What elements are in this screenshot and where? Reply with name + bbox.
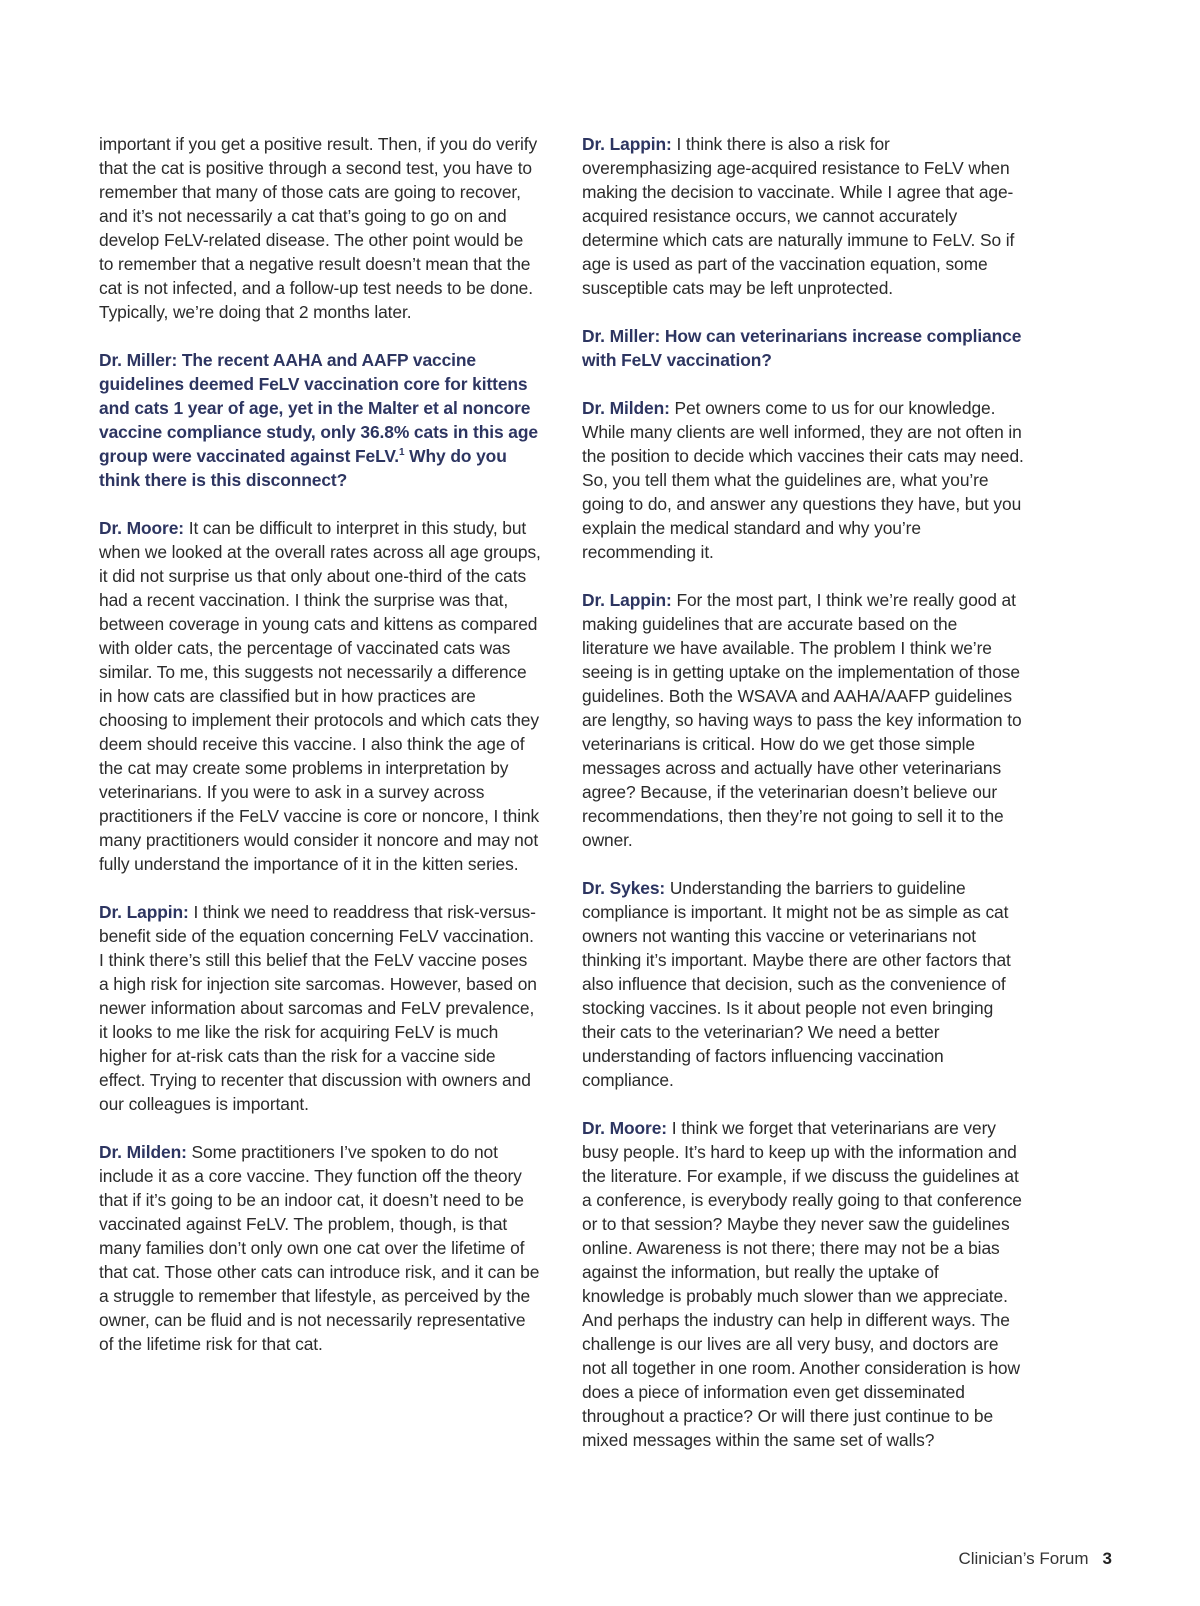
left-column [99, 132, 541, 1380]
paragraph-text: important if you get a positive result. Then, if you do verify that the cat is positive through a second test, you have to remember that many of those cats are going to recover, and it’s not necessarily a cat that’s going to go on and develop FeLV-related disease. The other point would be to remember that a negative result doesn’t mean that the cat is not infected, and a follow-up test needs to be done. Typically, we’re doing that 2 months later. [99, 134, 538, 322]
answer-moore [99, 516, 541, 876]
speaker-name: Dr. Milden: [99, 1142, 187, 1162]
answer-lappin-age-resistance [582, 132, 1024, 300]
footnote-reference: 1 [398, 447, 405, 459]
answer-text: Understanding the barriers to guideline compliance is important. It might not be as simple as cat owners not wanting this vaccine or veterinarians not thinking it’s important. Maybe there are other factors that also influence that decision, such as the convenience of stocking vaccines. Is it about people not even bringing their cats to the veterinarian? We need a better understanding of factors influencing vaccination compliance. [582, 878, 1011, 1090]
answer-text: I think we need to readdress that risk-versus-benefit side of the equation concerning FeLV vaccination. I think there’s still this belief that the FeLV vaccine poses a high risk for injection site sarcomas. However, based on newer information about sarcomas and FeLV prevalence, it looks to me like the risk for acquiring FeLV is much higher for at-risk cats than the risk for a vaccine side effect. Trying to recenter that discussion with owners and our colleagues is important. [99, 902, 537, 1114]
question-text-end: Why do you think there is this disconnect? [99, 446, 507, 490]
page-footer [958, 1549, 1112, 1569]
answer-milden [99, 1140, 541, 1356]
right-column [582, 132, 1024, 1476]
speaker-name: Dr. Sykes: [582, 878, 666, 898]
question-text: Dr. Miller: The recent AAHA and AAFP vaccine guidelines deemed FeLV vaccination core for kittens and cats 1 year of age, yet in the Malter et al noncore vaccine compliance study, only 36.8% cats in this age group were vaccinated against FeLV. [99, 350, 538, 466]
answer-text: Some practitioners I’ve spoken to do not include it as a core vaccine. They function off the theory that if it’s going to be an indoor cat, it doesn’t need to be vaccinated against FeLV. The problem, though, is that many families don’t only own one cat over the lifetime of that cat. Those other cats can introduce risk, and it can be a struggle to remember that lifestyle, as perceived by the owner, can be fluid and is not necessarily representative of the lifetime risk for that cat. [99, 1142, 540, 1354]
answer-lappin [99, 900, 541, 1116]
answer-lappin-guidelines [582, 588, 1024, 852]
answer-text: I think we forget that veterinarians are very busy people. It’s hard to keep up with the information and the literature. For example, if we discuss the guidelines at a conference, is everybody really going to that conference or to that session? Maybe they never saw the guidelines online. Awareness is not there; there may not be a bias against the information, but really the uptake of knowledge is probably much slower than we appreciate. And perhaps the industry can help in different ways. The challenge is our lives are all very busy, and doctors are not all together in one room. Another consideration is how does a piece of information even get disseminated throughout a practice? Or will there just continue to be mixed messages within the same set of walls? [582, 1118, 1022, 1450]
page-number: 3 [1102, 1549, 1112, 1568]
answer-text: It can be difficult to interpret in this study, but when we looked at the overall rates across all age groups, it did not surprise us that only about one-third of the cats had a recent vaccination. I think the surprise was that, between coverage in young cats and kittens as compared with older cats, the percentage of vaccinated cats was similar. To me, this suggests not necessarily a difference in how cats are classified but in how practices are choosing to implement their protocols and which cats they deem should receive this vaccine. I also think the age of the cat may create some problems in interpretation by veterinarians. If you were to ask in a survey across practitioners if the FeLV vaccine is core or noncore, I think many practitioners would consider it noncore and may not fully understand the importance of it in the kitten series. [99, 518, 541, 874]
question-text: Dr. Miller: How can veterinarians increase compliance with FeLV vaccination? [582, 326, 1022, 370]
answer-milden-knowledge [582, 396, 1024, 564]
paragraph-intro-continuation [99, 132, 541, 324]
answer-moore-busy [582, 1116, 1024, 1452]
answer-text: Pet owners come to us for our knowledge. While many clients are well informed, they are not often in the position to decide which vaccines their cats may need. So, you tell them what the guidelines are, what you’re going to do, and answer any questions they have, but you explain the medical standard and why you’re recommending it. [582, 398, 1024, 562]
question-miller-disconnect [99, 348, 541, 492]
publication-name: Clinician’s Forum [958, 1549, 1089, 1568]
speaker-name: Dr. Lappin: [582, 590, 672, 610]
speaker-name: Dr. Moore: [99, 518, 184, 538]
speaker-name: Dr. Moore: [582, 1118, 667, 1138]
answer-sykes [582, 876, 1024, 1092]
speaker-name: Dr. Lappin: [99, 902, 189, 922]
answer-text: I think there is also a risk for overemphasizing age-acquired resistance to FeLV when making the decision to vaccinate. While I agree that age-acquired resistance occurs, we cannot accurately determine which cats are naturally immune to FeLV. So if age is used as part of the vaccination equation, some susceptible cats may be left unprotected. [582, 134, 1015, 298]
answer-text: For the most part, I think we’re really good at making guidelines that are accurate based on the literature we have available. The problem I think we’re seeing is in getting uptake on the implementation of those guidelines. Both the WSAVA and AAHA/AAFP guidelines are lengthy, so having ways to pass the key information to veterinarians is critical. How do we get those simple messages across and actually have other veterinarians agree? Because, if the veterinarian doesn’t believe our recommendations, then they’re not going to sell it to the owner. [582, 590, 1022, 850]
speaker-name: Dr. Lappin: [582, 134, 672, 154]
question-miller-compliance [582, 324, 1024, 372]
speaker-name: Dr. Milden: [582, 398, 670, 418]
